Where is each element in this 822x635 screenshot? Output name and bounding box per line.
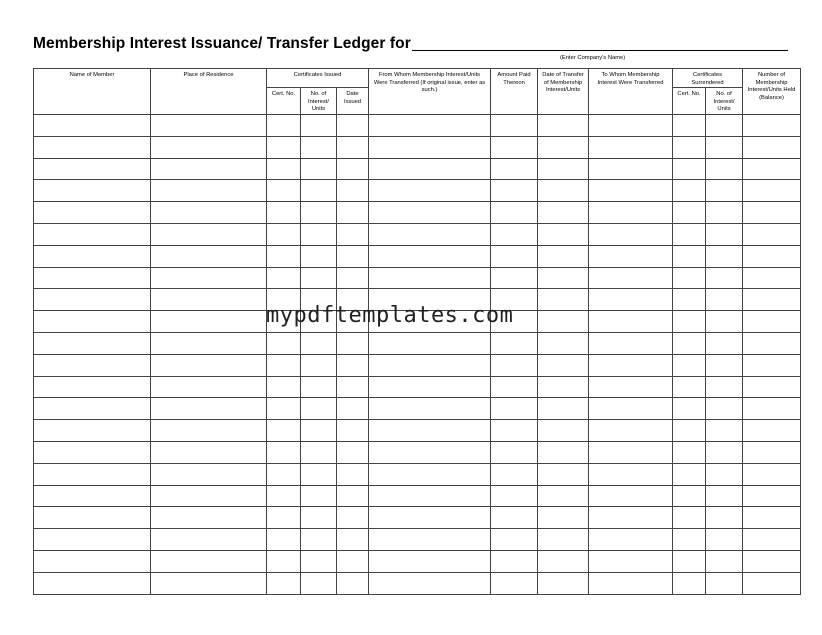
cell-place-of-residence[interactable] [151,398,267,420]
cell-no-of-interest-units[interactable] [301,223,337,245]
cell-date-of-transfer[interactable] [538,441,589,463]
cell-surrendered-no-of-interest-units[interactable] [706,245,743,267]
cell-number-held[interactable] [743,441,801,463]
cell-date-issued[interactable] [337,463,369,485]
cell-cert-no[interactable] [267,463,301,485]
cell-number-held[interactable] [743,572,801,594]
cell-date-of-transfer[interactable] [538,420,589,442]
cell-name-of-member[interactable] [34,114,151,136]
header-amount-paid: Amount Paid Thereon [491,69,538,115]
cell-from-whom[interactable] [369,485,491,507]
cell-to-whom[interactable] [589,114,673,136]
cell-amount-paid[interactable] [491,180,538,202]
cell-surrendered-cert-no[interactable] [673,311,706,333]
cell-date-of-transfer[interactable] [538,398,589,420]
cell-to-whom[interactable] [589,572,673,594]
cell-to-whom[interactable] [589,332,673,354]
cell-from-whom[interactable] [369,507,491,529]
cell-surrendered-no-of-interest-units[interactable] [706,485,743,507]
cell-name-of-member[interactable] [34,376,151,398]
cell-cert-no[interactable] [267,529,301,551]
cell-amount-paid[interactable] [491,507,538,529]
cell-number-held[interactable] [743,420,801,442]
cell-name-of-member[interactable] [34,223,151,245]
table-row [34,550,801,572]
cell-surrendered-no-of-interest-units[interactable] [706,267,743,289]
cell-amount-paid[interactable] [491,267,538,289]
cell-date-of-transfer[interactable] [538,354,589,376]
cell-cert-no[interactable] [267,158,301,180]
cell-cert-no[interactable] [267,202,301,224]
cell-date-issued[interactable] [337,420,369,442]
cell-date-of-transfer[interactable] [538,463,589,485]
cell-date-of-transfer[interactable] [538,114,589,136]
cell-date-of-transfer[interactable] [538,180,589,202]
cell-name-of-member[interactable] [34,332,151,354]
cell-date-of-transfer[interactable] [538,572,589,594]
table-row [34,223,801,245]
cell-cert-no[interactable] [267,136,301,158]
cell-place-of-residence[interactable] [151,158,267,180]
cell-cert-no[interactable] [267,485,301,507]
cell-place-of-residence[interactable] [151,332,267,354]
cell-surrendered-cert-no[interactable] [673,136,706,158]
cell-date-issued[interactable] [337,114,369,136]
cell-surrendered-no-of-interest-units[interactable] [706,441,743,463]
cell-number-held[interactable] [743,267,801,289]
cell-surrendered-cert-no[interactable] [673,441,706,463]
cell-date-of-transfer[interactable] [538,485,589,507]
cell-surrendered-cert-no[interactable] [673,180,706,202]
cell-date-issued[interactable] [337,202,369,224]
cell-to-whom[interactable] [589,311,673,333]
cell-surrendered-cert-no[interactable] [673,398,706,420]
cell-surrendered-cert-no[interactable] [673,267,706,289]
header-place-of-residence: Place of Residence [151,69,267,115]
cell-from-whom[interactable] [369,376,491,398]
cell-no-of-interest-units[interactable] [301,354,337,376]
cell-amount-paid[interactable] [491,354,538,376]
cell-name-of-member[interactable] [34,354,151,376]
cell-surrendered-cert-no[interactable] [673,289,706,311]
cell-surrendered-no-of-interest-units[interactable] [706,311,743,333]
cell-place-of-residence[interactable] [151,441,267,463]
cell-date-issued[interactable] [337,136,369,158]
cell-surrendered-cert-no[interactable] [673,245,706,267]
cell-date-of-transfer[interactable] [538,289,589,311]
cell-no-of-interest-units[interactable] [301,463,337,485]
cell-to-whom[interactable] [589,223,673,245]
cell-to-whom[interactable] [589,136,673,158]
header-name-of-member: Name of Member [34,69,151,115]
cell-cert-no[interactable] [267,420,301,442]
header-surrendered-no-of-interest-units: No. of Interest/ Units [706,88,743,115]
cell-from-whom[interactable] [369,223,491,245]
table-row [34,398,801,420]
cell-amount-paid[interactable] [491,376,538,398]
cell-surrendered-cert-no[interactable] [673,529,706,551]
table-row [34,245,801,267]
cell-amount-paid[interactable] [491,485,538,507]
table-row [34,158,801,180]
cell-place-of-residence[interactable] [151,572,267,594]
cell-from-whom[interactable] [369,441,491,463]
cell-surrendered-no-of-interest-units[interactable] [706,289,743,311]
cell-amount-paid[interactable] [491,223,538,245]
cell-to-whom[interactable] [589,507,673,529]
company-name-caption: (Enter Company's Name) [560,55,626,61]
cell-date-issued[interactable] [337,354,369,376]
cell-to-whom[interactable] [589,550,673,572]
cell-no-of-interest-units[interactable] [301,245,337,267]
cell-amount-paid[interactable] [491,332,538,354]
cell-number-held[interactable] [743,245,801,267]
cell-no-of-interest-units[interactable] [301,420,337,442]
cell-number-held[interactable] [743,550,801,572]
cell-surrendered-no-of-interest-units[interactable] [706,354,743,376]
cell-surrendered-cert-no[interactable] [673,507,706,529]
cell-cert-no[interactable] [267,223,301,245]
cell-place-of-residence[interactable] [151,463,267,485]
ledger-table [33,68,801,595]
cell-date-issued[interactable] [337,332,369,354]
header-cert-no: Cert. No. [267,88,301,115]
cell-amount-paid[interactable] [491,572,538,594]
cell-surrendered-no-of-interest-units[interactable] [706,463,743,485]
cell-amount-paid[interactable] [491,529,538,551]
cell-name-of-member[interactable] [34,158,151,180]
cell-to-whom[interactable] [589,376,673,398]
table-row [34,332,801,354]
header-no-of-interest-units: No. of Interest/ Units [301,88,337,115]
ledger-body [34,114,801,594]
cell-from-whom[interactable] [369,463,491,485]
cell-to-whom[interactable] [589,529,673,551]
cell-place-of-residence[interactable] [151,267,267,289]
cell-name-of-member[interactable] [34,507,151,529]
header-surrendered-cert-no: Cert. No. [673,88,706,115]
cell-name-of-member[interactable] [34,550,151,572]
cell-surrendered-cert-no[interactable] [673,420,706,442]
cell-amount-paid[interactable] [491,202,538,224]
cell-no-of-interest-units[interactable] [301,332,337,354]
cell-cert-no[interactable] [267,507,301,529]
cell-place-of-residence[interactable] [151,223,267,245]
cell-no-of-interest-units[interactable] [301,136,337,158]
cell-date-of-transfer[interactable] [538,223,589,245]
cell-name-of-member[interactable] [34,441,151,463]
cell-surrendered-cert-no[interactable] [673,463,706,485]
cell-to-whom[interactable] [589,354,673,376]
cell-name-of-member[interactable] [34,136,151,158]
cell-to-whom[interactable] [589,441,673,463]
cell-cert-no[interactable] [267,354,301,376]
cell-name-of-member[interactable] [34,289,151,311]
cell-amount-paid[interactable] [491,158,538,180]
cell-number-held[interactable] [743,311,801,333]
cell-from-whom[interactable] [369,158,491,180]
cell-surrendered-no-of-interest-units[interactable] [706,136,743,158]
cell-number-held[interactable] [743,485,801,507]
cell-cert-no[interactable] [267,114,301,136]
cell-amount-paid[interactable] [491,420,538,442]
cell-surrendered-cert-no[interactable] [673,354,706,376]
cell-from-whom[interactable] [369,420,491,442]
ledger-title: Membership Interest Issuance/ Transfer Ledger for [33,35,411,52]
cell-date-of-transfer[interactable] [538,267,589,289]
cell-no-of-interest-units[interactable] [301,376,337,398]
cell-place-of-residence[interactable] [151,202,267,224]
company-name-line[interactable] [412,50,788,51]
cell-to-whom[interactable] [589,267,673,289]
cell-to-whom[interactable] [589,420,673,442]
cell-name-of-member[interactable] [34,420,151,442]
cell-date-of-transfer[interactable] [538,245,589,267]
cell-from-whom[interactable] [369,529,491,551]
cell-from-whom[interactable] [369,398,491,420]
table-row [34,485,801,507]
cell-no-of-interest-units[interactable] [301,485,337,507]
cell-name-of-member[interactable] [34,398,151,420]
cell-surrendered-cert-no[interactable] [673,376,706,398]
cell-date-issued[interactable] [337,507,369,529]
cell-date-of-transfer[interactable] [538,507,589,529]
cell-date-issued[interactable] [337,398,369,420]
cell-to-whom[interactable] [589,180,673,202]
cell-place-of-residence[interactable] [151,550,267,572]
cell-from-whom[interactable] [369,550,491,572]
cell-cert-no[interactable] [267,398,301,420]
cell-place-of-residence[interactable] [151,376,267,398]
cell-no-of-interest-units[interactable] [301,529,337,551]
cell-date-issued[interactable] [337,245,369,267]
cell-number-held[interactable] [743,376,801,398]
cell-no-of-interest-units[interactable] [301,507,337,529]
cell-surrendered-no-of-interest-units[interactable] [706,529,743,551]
cell-from-whom[interactable] [369,136,491,158]
watermark: mypdftemplates.com [266,303,514,328]
cell-date-of-transfer[interactable] [538,529,589,551]
cell-surrendered-no-of-interest-units[interactable] [706,507,743,529]
cell-to-whom[interactable] [589,485,673,507]
cell-name-of-member[interactable] [34,245,151,267]
cell-place-of-residence[interactable] [151,311,267,333]
table-row [34,463,801,485]
cell-no-of-interest-units[interactable] [301,550,337,572]
cell-surrendered-no-of-interest-units[interactable] [706,420,743,442]
cell-number-held[interactable] [743,332,801,354]
cell-surrendered-no-of-interest-units[interactable] [706,180,743,202]
cell-from-whom[interactable] [369,202,491,224]
table-row [34,441,801,463]
cell-from-whom[interactable] [369,354,491,376]
cell-from-whom[interactable] [369,572,491,594]
cell-to-whom[interactable] [589,463,673,485]
cell-date-issued[interactable] [337,441,369,463]
cell-date-issued[interactable] [337,376,369,398]
cell-cert-no[interactable] [267,180,301,202]
cell-surrendered-cert-no[interactable] [673,485,706,507]
cell-no-of-interest-units[interactable] [301,202,337,224]
cell-no-of-interest-units[interactable] [301,114,337,136]
cell-to-whom[interactable] [589,398,673,420]
cell-date-of-transfer[interactable] [538,136,589,158]
table-row [34,420,801,442]
cell-date-issued[interactable] [337,223,369,245]
cell-surrendered-no-of-interest-units[interactable] [706,398,743,420]
cell-place-of-residence[interactable] [151,529,267,551]
cell-no-of-interest-units[interactable] [301,158,337,180]
header-date-issued: Date Issued [337,88,369,115]
cell-date-issued[interactable] [337,572,369,594]
cell-no-of-interest-units[interactable] [301,441,337,463]
cell-amount-paid[interactable] [491,550,538,572]
cell-place-of-residence[interactable] [151,485,267,507]
cell-number-held[interactable] [743,463,801,485]
cell-place-of-residence[interactable] [151,354,267,376]
cell-date-issued[interactable] [337,485,369,507]
table-row [34,529,801,551]
cell-to-whom[interactable] [589,158,673,180]
cell-date-of-transfer[interactable] [538,202,589,224]
cell-number-held[interactable] [743,202,801,224]
cell-amount-paid[interactable] [491,245,538,267]
cell-number-held[interactable] [743,223,801,245]
cell-to-whom[interactable] [589,289,673,311]
cell-place-of-residence[interactable] [151,289,267,311]
cell-name-of-member[interactable] [34,485,151,507]
header-to-whom: To Whom Membership Interest Were Transferred [589,69,673,115]
table-row [34,507,801,529]
cell-no-of-interest-units[interactable] [301,180,337,202]
table-row [34,376,801,398]
cell-no-of-interest-units[interactable] [301,267,337,289]
cell-surrendered-no-of-interest-units[interactable] [706,158,743,180]
table-row [34,572,801,594]
table-row [34,114,801,136]
cell-amount-paid[interactable] [491,463,538,485]
cell-date-issued[interactable] [337,267,369,289]
cell-place-of-residence[interactable] [151,245,267,267]
cell-from-whom[interactable] [369,267,491,289]
cell-date-of-transfer[interactable] [538,550,589,572]
cell-date-of-transfer[interactable] [538,376,589,398]
cell-surrendered-no-of-interest-units[interactable] [706,223,743,245]
cell-surrendered-cert-no[interactable] [673,332,706,354]
cell-number-held[interactable] [743,158,801,180]
cell-to-whom[interactable] [589,202,673,224]
cell-name-of-member[interactable] [34,202,151,224]
cell-cert-no[interactable] [267,550,301,572]
cell-name-of-member[interactable] [34,267,151,289]
cell-number-held[interactable] [743,114,801,136]
cell-date-of-transfer[interactable] [538,158,589,180]
cell-number-held[interactable] [743,180,801,202]
cell-surrendered-no-of-interest-units[interactable] [706,376,743,398]
cell-date-issued[interactable] [337,158,369,180]
cell-number-held[interactable] [743,136,801,158]
cell-surrendered-cert-no[interactable] [673,114,706,136]
header-date-of-transfer: Date of Transfer of Membership Interest/Units [538,69,589,115]
header-certificates-surrendered: Certificates Surrendered [673,69,743,88]
table-row [34,136,801,158]
cell-number-held[interactable] [743,529,801,551]
cell-cert-no[interactable] [267,441,301,463]
cell-from-whom[interactable] [369,245,491,267]
cell-number-held[interactable] [743,507,801,529]
cell-cert-no[interactable] [267,267,301,289]
cell-cert-no[interactable] [267,245,301,267]
cell-name-of-member[interactable] [34,180,151,202]
cell-number-held[interactable] [743,354,801,376]
cell-date-issued[interactable] [337,529,369,551]
cell-surrendered-no-of-interest-units[interactable] [706,114,743,136]
cell-amount-paid[interactable] [491,114,538,136]
cell-surrendered-no-of-interest-units[interactable] [706,572,743,594]
cell-surrendered-cert-no[interactable] [673,158,706,180]
cell-from-whom[interactable] [369,114,491,136]
cell-surrendered-cert-no[interactable] [673,550,706,572]
cell-from-whom[interactable] [369,332,491,354]
cell-date-issued[interactable] [337,550,369,572]
cell-name-of-member[interactable] [34,463,151,485]
cell-surrendered-cert-no[interactable] [673,202,706,224]
cell-from-whom[interactable] [369,180,491,202]
cell-place-of-residence[interactable] [151,114,267,136]
cell-number-held[interactable] [743,398,801,420]
table-row [34,180,801,202]
cell-surrendered-no-of-interest-units[interactable] [706,202,743,224]
table-row [34,354,801,376]
cell-amount-paid[interactable] [491,441,538,463]
table-row [34,267,801,289]
cell-place-of-residence[interactable] [151,420,267,442]
cell-date-of-transfer[interactable] [538,332,589,354]
table-row [34,202,801,224]
cell-place-of-residence[interactable] [151,136,267,158]
header-certificates-issued: Certificates Issued [267,69,369,88]
cell-surrendered-cert-no[interactable] [673,572,706,594]
cell-place-of-residence[interactable] [151,180,267,202]
cell-amount-paid[interactable] [491,398,538,420]
cell-name-of-member[interactable] [34,572,151,594]
cell-no-of-interest-units[interactable] [301,398,337,420]
cell-cert-no[interactable] [267,572,301,594]
header-number-held: Number of Membership Interest/Units Held (Balance) [743,69,801,115]
cell-no-of-interest-units[interactable] [301,572,337,594]
header-from-whom: From Whom Membership Interest/Units Were Transferred (If original issue, enter as such.) [369,69,491,115]
cell-name-of-member[interactable] [34,529,151,551]
cell-date-of-transfer[interactable] [538,311,589,333]
cell-amount-paid[interactable] [491,136,538,158]
cell-name-of-member[interactable] [34,311,151,333]
cell-number-held[interactable] [743,289,801,311]
cell-to-whom[interactable] [589,245,673,267]
cell-place-of-residence[interactable] [151,507,267,529]
cell-cert-no[interactable] [267,376,301,398]
cell-cert-no[interactable] [267,332,301,354]
cell-surrendered-cert-no[interactable] [673,223,706,245]
cell-date-issued[interactable] [337,180,369,202]
cell-surrendered-no-of-interest-units[interactable] [706,332,743,354]
cell-surrendered-no-of-interest-units[interactable] [706,550,743,572]
